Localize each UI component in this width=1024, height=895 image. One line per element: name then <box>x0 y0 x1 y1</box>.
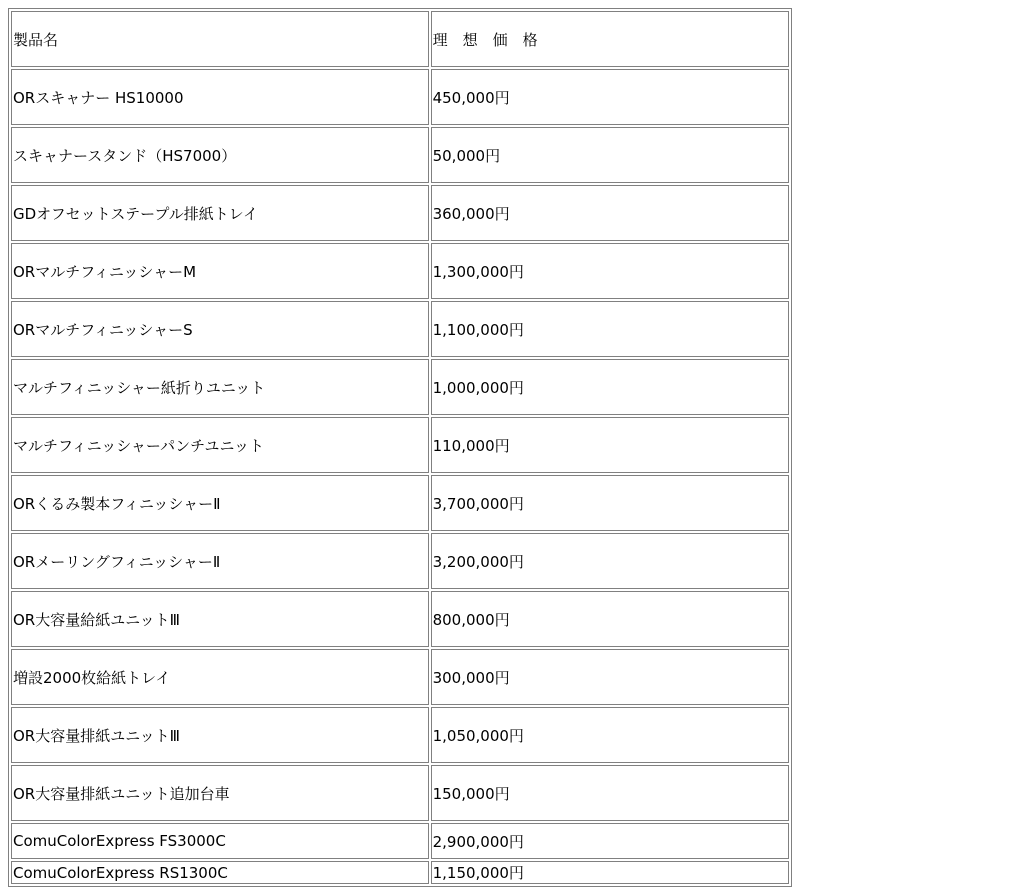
price-cell: 2,900,000円 <box>431 823 789 859</box>
product-name-cell: マルチフィニッシャー紙折りユニット <box>11 359 429 415</box>
table-row <box>11 243 789 299</box>
price-cell: 360,000円 <box>431 185 789 241</box>
price-cell: 800,000円 <box>431 591 789 647</box>
table-row <box>11 533 789 589</box>
product-name-cell: マルチフィニッシャーパンチユニット <box>11 417 429 473</box>
price-table <box>8 8 792 887</box>
price-cell: 3,700,000円 <box>431 475 789 531</box>
table-row <box>11 649 789 705</box>
table-row <box>11 185 789 241</box>
product-name-cell: ORくるみ製本フィニッシャーⅡ <box>11 475 429 531</box>
price-cell: 150,000円 <box>431 765 789 821</box>
product-name-cell: ComuColorExpress RS1300C <box>11 861 429 884</box>
price-cell: 1,050,000円 <box>431 707 789 763</box>
table-row <box>11 359 789 415</box>
table-row <box>11 823 789 859</box>
price-cell: 300,000円 <box>431 649 789 705</box>
product-name-cell: ORスキャナー HS10000 <box>11 69 429 125</box>
product-name-cell: OR大容量排紙ユニット追加台車 <box>11 765 429 821</box>
product-name-cell: 増設2000枚給紙トレイ <box>11 649 429 705</box>
product-name-cell: ORマルチフィニッシャーM <box>11 243 429 299</box>
table-row <box>11 475 789 531</box>
table-row <box>11 417 789 473</box>
product-name-cell: ORメーリングフィニッシャーⅡ <box>11 533 429 589</box>
table-row <box>11 69 789 125</box>
price-cell: 110,000円 <box>431 417 789 473</box>
table-row <box>11 127 789 183</box>
table-header-row <box>11 11 789 67</box>
price-cell: 50,000円 <box>431 127 789 183</box>
price-cell: 1,150,000円 <box>431 861 789 884</box>
table-row <box>11 861 789 884</box>
table-row <box>11 707 789 763</box>
table-row <box>11 591 789 647</box>
price-cell: 1,100,000円 <box>431 301 789 357</box>
product-name-cell: GDオフセットステープル排紙トレイ <box>11 185 429 241</box>
product-name-cell: ComuColorExpress FS3000C <box>11 823 429 859</box>
header-ideal-price: 理 想 価 格 <box>431 11 789 67</box>
price-cell: 1,000,000円 <box>431 359 789 415</box>
table-row <box>11 765 789 821</box>
product-name-cell: OR大容量排紙ユニットⅢ <box>11 707 429 763</box>
header-product-name: 製品名 <box>11 11 429 67</box>
table-row <box>11 301 789 357</box>
product-name-cell: スキャナースタンド（HS7000） <box>11 127 429 183</box>
price-cell: 1,300,000円 <box>431 243 789 299</box>
price-cell: 450,000円 <box>431 69 789 125</box>
price-table-body <box>11 11 789 884</box>
product-name-cell: ORマルチフィニッシャーS <box>11 301 429 357</box>
product-name-cell: OR大容量給紙ユニットⅢ <box>11 591 429 647</box>
price-cell: 3,200,000円 <box>431 533 789 589</box>
